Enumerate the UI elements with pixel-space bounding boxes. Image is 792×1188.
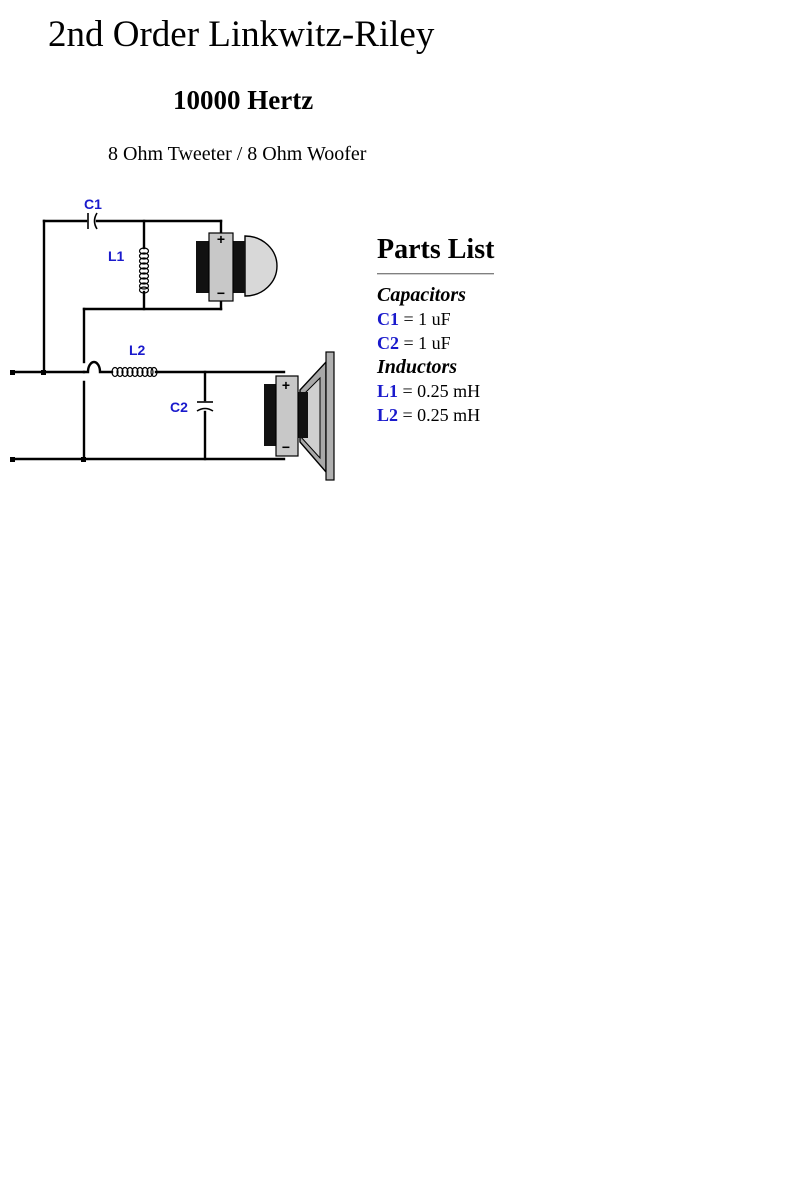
tweeter-minus-label: − (216, 285, 226, 301)
part-row-c1 (377, 307, 537, 331)
tweeter-icon (196, 231, 277, 301)
part-value: 1 uF (418, 308, 451, 329)
crossover-frequency: 10000 Hertz (173, 85, 314, 115)
part-ref: L1 (377, 380, 399, 401)
inductors-heading: Inductors (377, 355, 458, 378)
part-separator: = (398, 380, 418, 401)
c1-label: C1 (84, 196, 102, 212)
junction-dots (10, 370, 86, 462)
page-title: 2nd Order Linkwitz-Riley (48, 14, 435, 55)
l2-inductor-symbol (112, 368, 157, 377)
driver-configuration: 8 Ohm Tweeter / 8 Ohm Woofer (108, 143, 367, 165)
part-row-l2 (377, 403, 537, 427)
part-separator: = (399, 332, 419, 353)
woofer-minus-label: − (281, 439, 291, 455)
part-separator: = (399, 308, 419, 329)
c2-capacitor-symbol (197, 402, 213, 411)
l1-label: L1 (108, 248, 125, 264)
l1-inductor-symbol (140, 248, 149, 293)
c1-capacitor-symbol (88, 213, 97, 229)
part-value: 0.25 mH (417, 404, 481, 425)
part-value: 0.25 mH (417, 380, 481, 401)
part-value: 1 uF (418, 332, 451, 353)
capacitors-heading: Capacitors (377, 283, 466, 306)
tweeter-plus-label: + (216, 231, 226, 247)
part-row-c2 (377, 331, 537, 355)
c2-label: C2 (170, 399, 188, 415)
l2-label: L2 (129, 342, 146, 358)
part-ref: L2 (377, 404, 399, 425)
part-ref: C2 (377, 332, 399, 353)
woofer-plus-label: + (281, 377, 291, 393)
parts-list-heading: Parts List (377, 234, 495, 265)
part-ref: C1 (377, 308, 399, 329)
part-row-l1 (377, 379, 537, 403)
part-separator: = (398, 404, 418, 425)
crossover-schematic (0, 190, 345, 485)
parts-list (377, 233, 537, 427)
parts-list-divider (377, 273, 494, 275)
